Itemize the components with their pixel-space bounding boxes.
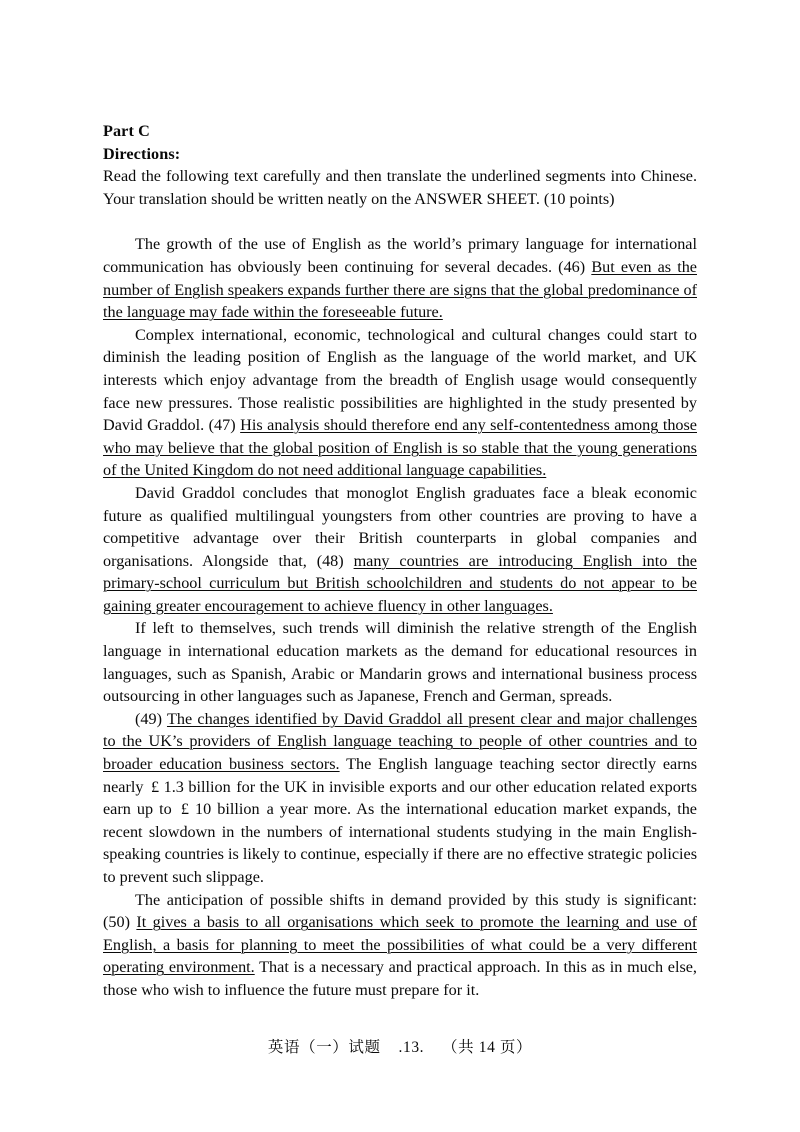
text-segment: (49) <box>135 709 167 728</box>
text-segment: The anticipation of possible shifts in demand provided by this study is significant: (50) <box>103 890 697 932</box>
paragraph-3 <box>103 482 697 618</box>
page-footer: 英语（一）试题 .13. （共 14 页） <box>267 1039 533 1056</box>
directions-label: Directions: <box>103 144 181 163</box>
text-segment: The English language teaching sector directly earns nearly <box>103 755 698 796</box>
directions-text: Read the following text carefully and then translate the underlined segments into Chinese. Your translation should be written neatly on the ANSWER SHEET. (10 points) <box>103 167 697 208</box>
underlined-segment: many countries are introducing English into the primary-school curriculum but British schoolchildren and students do not appear to be gaining greater encouragement to achieve fluency in other languages. <box>103 551 697 615</box>
paragraph-4 <box>103 617 697 707</box>
text-segment: Complex international, economic, technological and cultural changes could start to diminish the leading position of English as the language of the world market, and UK interests which enjoy advantage from the breadth of English usage would consequently face new pressures. Those realistic possibilities are highlighted in the study presented by David Graddol. (47) <box>103 325 697 435</box>
text-segment: That is a necessary and practical approach. In this as in much else, those who wish to influence the future must prepare for it. <box>103 958 697 999</box>
paragraph-6 <box>103 889 697 1002</box>
paragraph-5 <box>103 708 697 889</box>
paragraph-1 <box>103 233 697 323</box>
page-content <box>103 120 697 1002</box>
text-segment: a year more. As the international education market expands, the recent slowdown in the numbers of international students studying in the main English-speaking countries is likely to continue, especially if there are no effective strategic policies to prevent such slippage. <box>103 800 697 886</box>
text-segment: If left to themselves, such trends will diminish the relative strength of the English language in international education markets as the demand for educational resources in languages, such as Spanish, Arabic or Mandarin grows and international business process outsourcing in other languages such as Japanese, French and German, spreads. <box>103 619 697 706</box>
underlined-segment: His analysis should therefore end any self-contentedness among those who may believe that the global position of English is so stable that the young generations of the United Kingdom do not need additional language capabilities. <box>103 416 697 480</box>
text-segment: David Graddol concludes that monoglot English graduates face a bleak economic future as qualified multilingual youngsters from other countries are proving to have a competitive advantage over their British counterparts in global companies and organisations. Alongside that, (48) <box>103 483 697 570</box>
text-segment: for the UK in invisible exports and our other education related exports earn up to <box>103 777 697 819</box>
text-segment: £ 1.3 billion <box>150 777 231 796</box>
underlined-segment: It gives a basis to all organisations which seek to promote the learning and use of English, a basis for planning to meet the possibilities of what could be a very different operating environment. <box>103 913 697 977</box>
paragraph-2 <box>103 324 697 482</box>
text-segment: The growth of the use of English as the world’s primary language for international communication has obviously been continuing for several decades. (46) <box>103 235 697 276</box>
underlined-segment: But even as the number of English speakers expands further there are signs that the global predominance of the language may fade within the foreseeable future. <box>103 257 697 322</box>
underlined-segment: The changes identified by David Graddol all present clear and major challenges to the UK’s providers of English language teaching to people of other countries and to broader education business sectors. <box>103 709 697 774</box>
text-segment: £ 10 billion <box>180 800 260 819</box>
part-label: Part C <box>103 122 150 140</box>
section-spacer <box>103 210 697 233</box>
